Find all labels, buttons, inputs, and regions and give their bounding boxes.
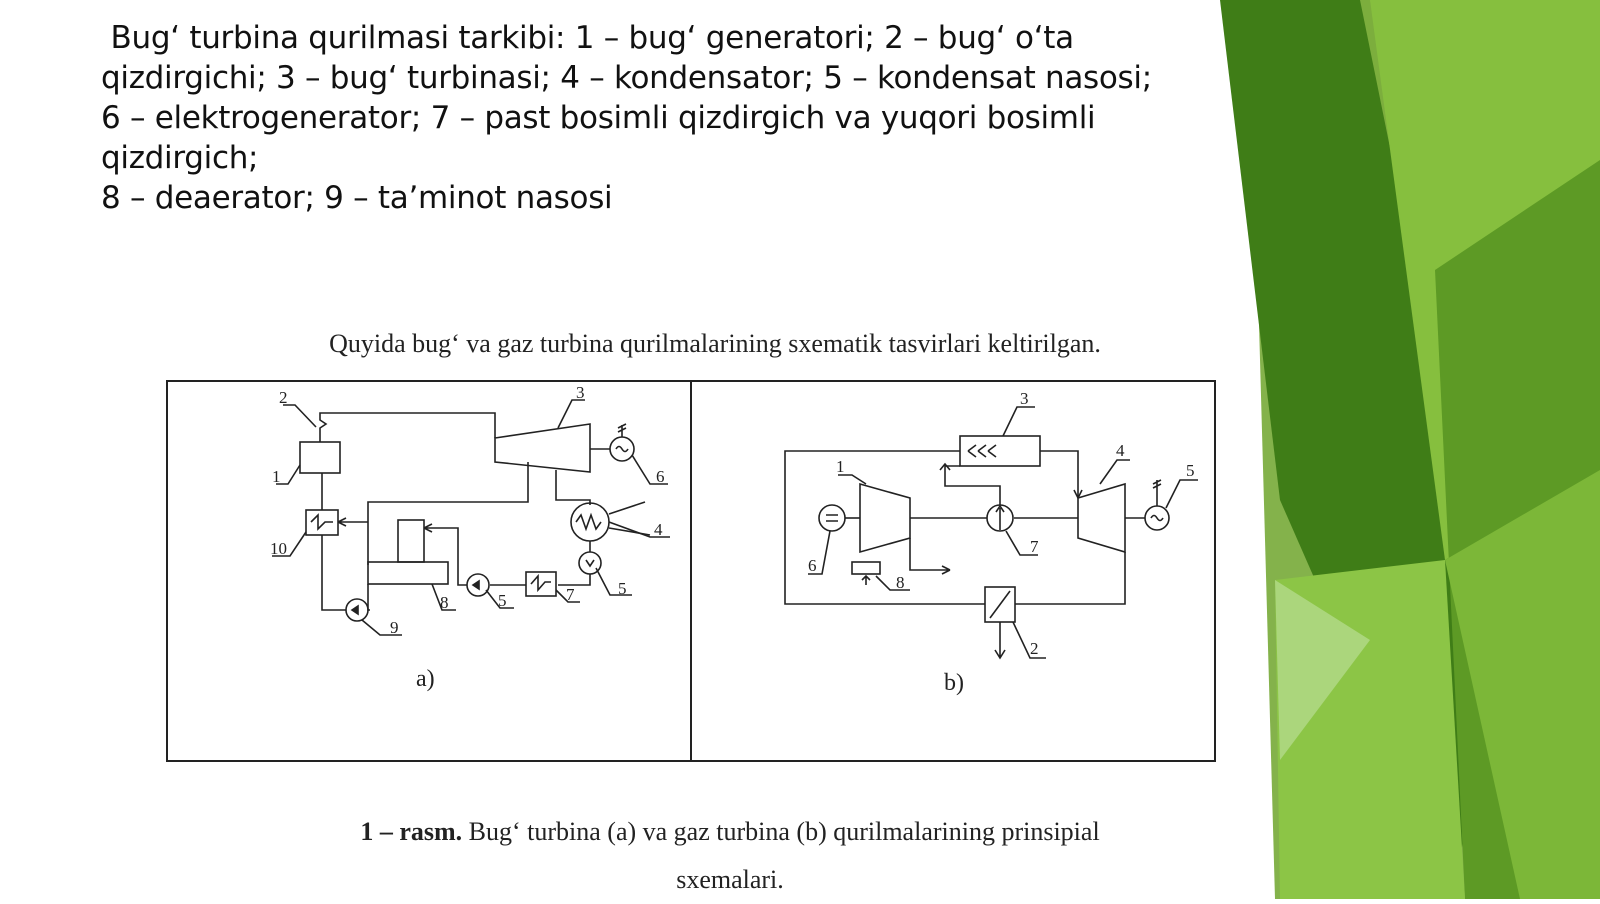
a-num-1: 1 bbox=[272, 467, 281, 486]
b-num-3: 3 bbox=[1020, 389, 1029, 408]
a-num-4: 4 bbox=[654, 520, 663, 539]
fuel-block bbox=[852, 562, 880, 574]
a-num-6: 6 bbox=[656, 467, 665, 486]
title-line-1: Bug‘ turbina qurilmasi tarkibi: 1 – bug‘ generatori; 2 – bug‘ o‘ta bbox=[101, 20, 1074, 56]
a-num-5-right: 5 bbox=[618, 579, 627, 598]
panel-b-label: b) bbox=[944, 670, 964, 696]
gas-turbine-shape bbox=[1078, 484, 1125, 552]
gas-turbine-schematic bbox=[785, 407, 1198, 658]
high-pressure-heater bbox=[306, 510, 338, 535]
figure-intro: Quyida bug‘ va gaz turbina qurilmalarining sxematik tasvirlari keltirilgan. bbox=[329, 329, 1101, 358]
starter-motor-circle bbox=[819, 505, 845, 531]
caption-bold: 1 – rasm. bbox=[360, 817, 463, 846]
caption-rest: Bug‘ turbina (a) va gaz turbina (b) qurilmalarining prinsipial bbox=[462, 817, 1100, 846]
steam-generator-box bbox=[300, 442, 340, 473]
figure-caption bbox=[250, 808, 1210, 904]
compressor-shape bbox=[860, 484, 910, 552]
b-num-7: 7 bbox=[1030, 537, 1039, 556]
b-num-5: 5 bbox=[1186, 461, 1195, 480]
b-num-1: 1 bbox=[836, 457, 845, 476]
deaerator-tank bbox=[368, 562, 448, 584]
a-num-2: 2 bbox=[279, 388, 288, 407]
a-num-10: 10 bbox=[270, 539, 287, 558]
steam-turbine-schematic bbox=[272, 400, 670, 635]
title-line-3: 6 – elektrogenerator; 7 – past bosimli qizdirgich va yuqori bosimli bbox=[101, 100, 1096, 136]
title-line-2: qizdirgichi; 3 – bug‘ turbinasi; 4 – kondensator; 5 – kondensat nasosi; bbox=[101, 60, 1152, 96]
b-num-2: 2 bbox=[1030, 639, 1039, 658]
a-num-9: 9 bbox=[390, 618, 399, 637]
steam-turbine-shape bbox=[495, 424, 590, 472]
a-num-7: 7 bbox=[566, 585, 575, 604]
b-num-6: 6 bbox=[808, 556, 817, 575]
regenerator-box bbox=[960, 436, 1040, 466]
a-num-8: 8 bbox=[440, 593, 449, 612]
panel-a-label: a) bbox=[416, 666, 435, 692]
deaerator-column bbox=[398, 520, 424, 562]
a-num-5-left: 5 bbox=[498, 591, 507, 610]
title-line-4: qizdirgich; bbox=[101, 140, 259, 176]
b-num-8: 8 bbox=[896, 573, 905, 592]
a-num-3: 3 bbox=[576, 383, 585, 402]
caption-line-2: sxemalari. bbox=[676, 865, 784, 894]
low-pressure-heater bbox=[526, 572, 556, 596]
b-num-4: 4 bbox=[1116, 441, 1125, 460]
title-line-5: 8 – deaerator; 9 – ta’minot nasosi bbox=[101, 180, 613, 216]
